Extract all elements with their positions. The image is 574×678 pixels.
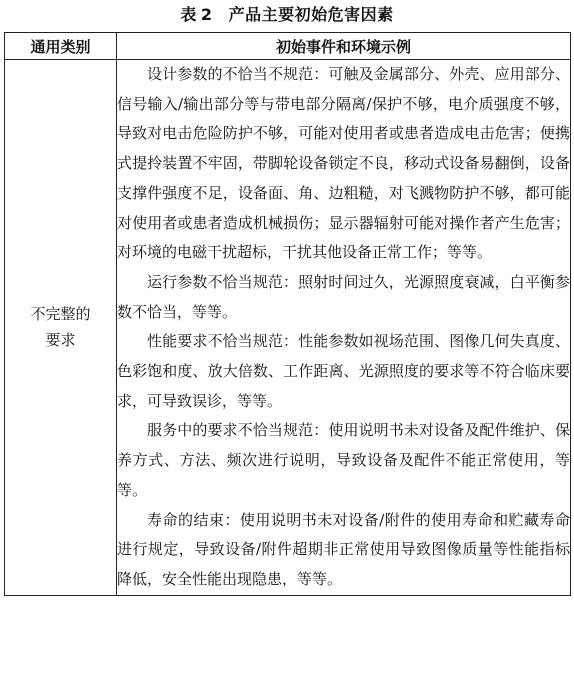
caption-label: 表 [180, 5, 197, 24]
table-caption [0, 4, 574, 26]
table-row [5, 60, 571, 596]
paragraph-service-requirements: 服务中的要求不恰当规范：使用说明书未对设备及配件维护、保养方式、方法、频次进行说明，导致设备及配件不能正常使用，等等。 [117, 421, 570, 499]
hazard-table [4, 32, 571, 596]
paragraph-operating-parameters: 运行参数不恰当规范：照射时间过久，光源照度衰减，白平衡参数不恰当，等等。 [117, 272, 570, 321]
header-events-examples: 初始事件和环境示例 [117, 33, 571, 60]
paragraph-end-of-life: 寿命的结束：使用说明书未对设备/附件的使用寿命和贮藏寿命进行规定，导致设备/附件超期非正常使用导致图像质量等性能指标降低，安全性能出现隐患，等等。 [117, 510, 570, 588]
category-line: 不完整的 [30, 305, 91, 324]
examples-cell [117, 60, 571, 596]
paragraph-design-parameters: 设计参数的不恰当不规范：可触及金属部分、外壳、应用部分、信号输入/输出部分等与带电部分隔离/保护不够，电介质强度不够，导致对电击危险防护不够，可能对使用者或患者造成电击危害；便携式提拎装置不牢固，带脚轮设备锁定不良，移动式设备易翻倒，设备支撑件强度不足，设备面、角、边粗糙，对飞溅物防护不够，都可能对使用者或患者造成机械损伤；显示器辐射可能对操作者产生危害；对环境的电磁干扰超标，干扰其他设备正常工作；等等。 [117, 65, 570, 262]
paragraph-performance-requirements: 性能要求不恰当规范：性能参数如视场范围、图像几何失真度、色彩饱和度、放大倍数、工作距离、光源照度的要求等不符合临床要求，可导致误诊，等等。 [117, 332, 570, 410]
category-line: 要求 [45, 331, 76, 350]
caption-title: 产品主要初始危害因素 [228, 5, 394, 24]
caption-number: 2 [200, 5, 213, 24]
category-cell [5, 60, 117, 596]
header-general-category: 通用类别 [5, 33, 117, 60]
table-header-row [5, 33, 571, 60]
